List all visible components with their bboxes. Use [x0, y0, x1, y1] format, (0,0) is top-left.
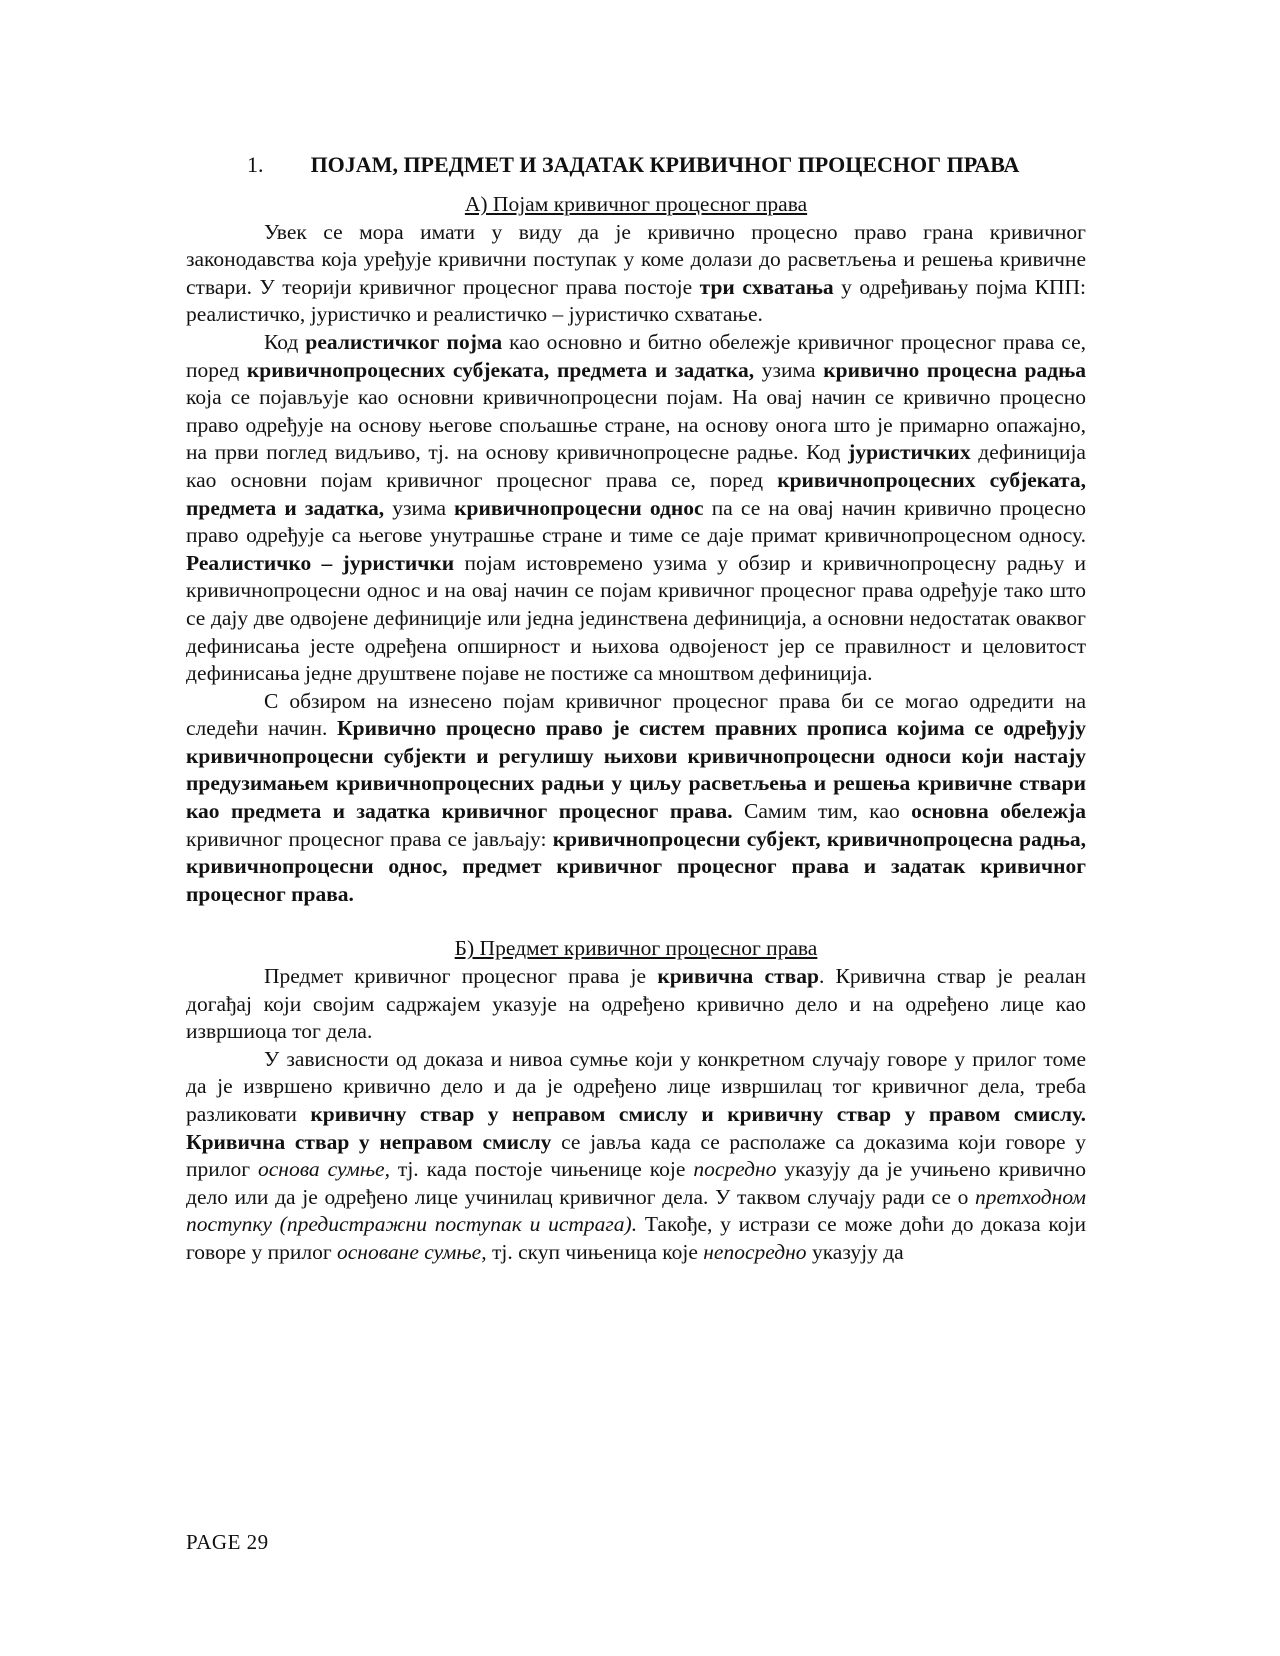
section-spacer	[186, 908, 1086, 935]
page-number-footer: PAGE 29	[186, 1530, 269, 1554]
section-b-paragraph-1: Предмет кривичног процесног права је кривична ствар. Кривична ствар је реалан догађај који својим садржајем указује на одређено кривично дело и на одређено лице као извршиоца тог дела.	[186, 964, 1087, 1044]
chapter-title-text: ПОЈАМ, ПРЕДМЕТ И ЗАДАТАК КРИВИЧНОГ ПРОЦЕСНОГ ПРАВА	[310, 152, 1020, 177]
section-a-heading: А) Појам кривичног процесног права	[464, 192, 808, 216]
chapter-title	[186, 150, 1086, 179]
document-page	[186, 150, 1086, 1267]
section-a-paragraph-2: Код реалистичког појма као основно и битно обележје кривичног процесног права се, поред кривичнопроцесних субјеката, предмета и задатка, узима кривично процесна радња која се појављује као основни кривичнопроцесни појам. На овај начин се кривично процесно право одређује на основу његове спољашње стране, на основу онога што је примарно опажајно, на први поглед видљиво, тј. на основу кривичнопроцесне радње. Код јуристичких дефиниција као основни појам кривичног процесног права се, поред кривичнопроцесних субјеката, предмета и задатка, узима кривичнопроцесни однос па се на овај начин кривично процесно право одређује са његове унутрашње стране и тиме се даје примат кривичнопроцесном односу. Реалистичко – јуристички појам истовремено узима у обзир и кривичнопроцесну радњу и кривичнопроцесни однос и на овај начин се појам кривичног процесног права одређује тако што се дају две одвојене дефиниције или једна јединствена дефиниција, а основни недостатак оваквог дефинисања јесте одређена опширност и њихова одвојеност јер се правилност и целовитост дефинисања једне друштвене појаве не постиже са мноштвом дефиниција.	[186, 329, 1087, 686]
section-a-paragraph-1: Увек се мора имати у виду да је кривично процесно право грана кривичног законодавства која уређује кривични поступак у коме долази до расветљења и решења кривичне ствари. У теорији кривичног процесног права постоје три схватања у одређивању појма КПП: реалистичко, јуристичко и реалистичко – јуристичко схватање.	[186, 219, 1086, 327]
section-b-heading: Б) Предмет кривичног процесног права	[454, 936, 818, 961]
section-b-paragraph-2: У зависности од доказа и нивоа сумње који у конкретном случају говоре у прилог томе да је извршено кривично дело и да је одређено лице извршилац тог кривичног дела, треба разликовати кривичну ствар у неправом смислу и кривичну ствар у правом смислу. Кривична ствар у неправом смислу се јавља када се располаже са доказима који говоре у прилог основа сумње, тј. када постоје чињенице које посредно указују да је учињено кривично дело или да је одређено лице учинилац кривичног дела. У таквом случају ради се о претходном поступку (предистражни поступак и истрага). Такође, у истрази се може доћи до доказа који говоре у прилог основане сумње, тј. скуп чињеница које непосредно указују да	[186, 1046, 1086, 1264]
section-a-paragraph-3: С обзиром на изнесено појам кривичног процесног права би се могао одредити на следећи начин. Кривично процесно право је систем правних прописа којима се одређују кривичнопроцесни субјекти и регулишу њихови кривичнопроцесни односи који настају предузимањем кривичнопроцесних радњи у циљу расветљења и решења кривичне ствари као предмета и задатка кривичног процесног права. Самим тим, као основна обележја кривичног процесног права се јављају: кривичнопроцесни субјект, кривичнопроцесна радња, кривичнопроцесни однос, предмет кривичног процесног права и задатак кривичног процесног права.	[186, 688, 1087, 906]
chapter-number: 1.	[247, 152, 264, 177]
